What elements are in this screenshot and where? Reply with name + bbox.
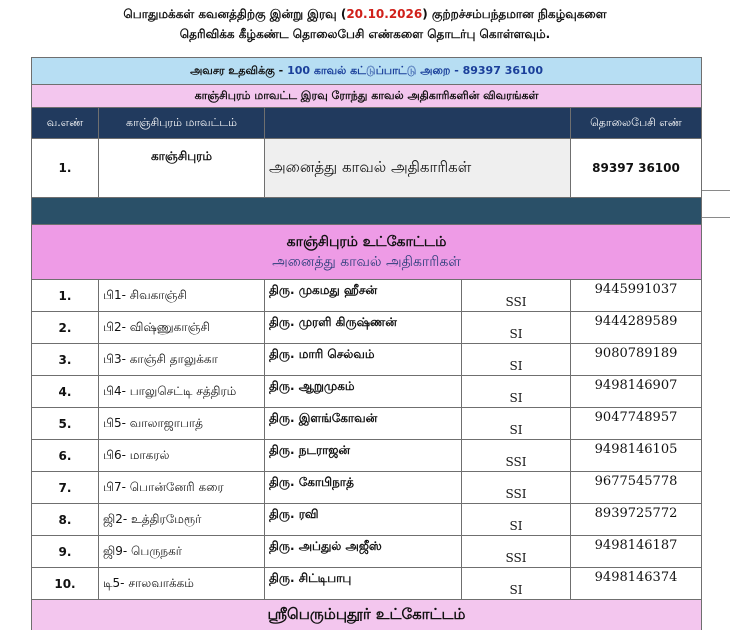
officer-name: திரு. நடராஜன்	[265, 440, 462, 472]
column-header-sno: வ.எண்	[32, 108, 99, 139]
officer-phone: 9444289589	[571, 312, 702, 344]
table-row	[32, 568, 702, 600]
officer-phone: 9498146374	[571, 568, 702, 600]
officer-rank: SI	[462, 504, 571, 536]
column-header-district: காஞ்சிபுரம் மாவட்டம்	[99, 108, 265, 139]
officer-rank: SI	[462, 568, 571, 600]
officer-rank: SSI	[462, 472, 571, 504]
officer-station: பி1- சிவகாஞ்சி	[99, 280, 265, 312]
next-subdivision-row	[32, 600, 702, 630]
officer-rank: SSI	[462, 280, 571, 312]
officer-sno: 4.	[32, 376, 99, 408]
officer-station: ஜி2- உத்திரமேரூர்	[99, 504, 265, 536]
column-header-phone: தொலைபேசி எண்	[571, 108, 702, 139]
subdivision-banner	[32, 225, 702, 280]
district-row	[32, 139, 702, 198]
officer-sno: 9.	[32, 536, 99, 568]
officer-sno: 7.	[32, 472, 99, 504]
table-row	[32, 440, 702, 472]
table-row	[32, 312, 702, 344]
officer-phone: 8939725772	[571, 504, 702, 536]
column-header-row	[32, 108, 702, 139]
officer-rank: SI	[462, 376, 571, 408]
officer-station: ஜி9- பெருநகர்	[99, 536, 265, 568]
officer-station: டி5- சாலவாக்கம்	[99, 568, 265, 600]
table-row	[32, 536, 702, 568]
notice-text: பொதுமக்கள் கவனத்திற்கு இன்று இரவு (	[123, 7, 346, 21]
officer-phone: 9498146907	[571, 376, 702, 408]
officer-name: திரு. முகமது ஹீசன்	[265, 280, 462, 312]
helpline-number: 100 காவல் கட்டுப்பாட்டு அறை - 89397 36100	[287, 64, 543, 77]
officer-name: திரு. கோபிநாத்	[265, 472, 462, 504]
district-sno: 1.	[32, 139, 99, 198]
officer-name: திரு. மாரி செல்வம்	[265, 344, 462, 376]
district-officers: அனைத்து காவல் அதிகாரிகள்	[265, 139, 571, 198]
officer-rank: SSI	[462, 440, 571, 472]
helpline-label: அவசர உதவிக்கு -	[190, 64, 287, 77]
table-row	[32, 376, 702, 408]
separator-row	[32, 198, 702, 225]
helpline-banner	[32, 58, 702, 85]
notice-date: 20.10.2026	[346, 7, 422, 21]
table-row	[32, 344, 702, 376]
officer-name: திரு. அப்துல் அஜீஸ்	[265, 536, 462, 568]
table-row	[32, 504, 702, 536]
officer-phone: 9498146105	[571, 440, 702, 472]
notice-line-2: தெரிவிக்க கீழ்கண்ட தொலைபேசி எண்களை தொடர்பு கொள்ளவும்.	[0, 24, 730, 44]
officer-sno: 6.	[32, 440, 99, 472]
officer-phone: 9677545778	[571, 472, 702, 504]
district-phone: 89397 36100	[571, 139, 702, 198]
officer-station: பி4- பாலுசெட்டி சத்திரம்	[99, 376, 265, 408]
officer-sno: 10.	[32, 568, 99, 600]
officer-rank: SSI	[462, 536, 571, 568]
officer-name: திரு. முரளி கிருஷ்ணன்	[265, 312, 462, 344]
officer-sno: 8.	[32, 504, 99, 536]
public-notice	[0, 4, 730, 44]
officer-station: பி6- மாகரல்	[99, 440, 265, 472]
officer-name: திரு. இளங்கோவன்	[265, 408, 462, 440]
officer-rank: SI	[462, 312, 571, 344]
officer-phone: 9080789189	[571, 344, 702, 376]
officer-rank: SI	[462, 408, 571, 440]
officer-phone: 9445991037	[571, 280, 702, 312]
officer-station: பி5- வாலாஜாபாத்	[99, 408, 265, 440]
next-subdivision-title: ஸ்ரீபெரும்புதூர் உட்கோட்டம்	[32, 600, 702, 630]
table-heading-row	[32, 85, 702, 108]
officer-sno: 1.	[32, 280, 99, 312]
officer-sno: 5.	[32, 408, 99, 440]
officer-sno: 3.	[32, 344, 99, 376]
officer-name: திரு. ஆறுமுகம்	[265, 376, 462, 408]
helpline-row	[32, 58, 702, 85]
subdivision-row	[32, 225, 702, 280]
officer-rank: SI	[462, 344, 571, 376]
subdivision-note: அனைத்து காவல் அதிகாரிகள்	[36, 252, 697, 272]
officer-sno: 2.	[32, 312, 99, 344]
officer-phone: 9498146187	[571, 536, 702, 568]
officer-name: திரு. சிட்டிபாபு	[265, 568, 462, 600]
officer-station: பி3- காஞ்சி தாலுக்கா	[99, 344, 265, 376]
notice-line-1	[0, 4, 730, 24]
notice-text: ) குற்றச்சம்பந்தமான நிகழ்வுகளை	[422, 7, 606, 21]
table-row	[32, 472, 702, 504]
night-patrol-table	[31, 57, 702, 630]
table-row	[32, 280, 702, 312]
separator-bar	[32, 198, 702, 225]
officer-station: பி7- பொன்னேரி கரை	[99, 472, 265, 504]
subdivision-title: காஞ்சிபுரம் உட்கோட்டம்	[36, 232, 697, 252]
table-row	[32, 408, 702, 440]
officer-name: திரு. ரவி	[265, 504, 462, 536]
officer-station: பி2- விஷ்ணுகாஞ்சி	[99, 312, 265, 344]
divider	[701, 217, 730, 218]
column-header-officer	[265, 108, 571, 139]
divider	[701, 190, 730, 191]
table-heading: காஞ்சிபுரம் மாவட்ட இரவு ரோந்து காவல் அதிகாரிகளின் விவரங்கள்	[32, 85, 702, 108]
district-name: காஞ்சிபுரம்	[99, 139, 265, 198]
officer-phone: 9047748957	[571, 408, 702, 440]
